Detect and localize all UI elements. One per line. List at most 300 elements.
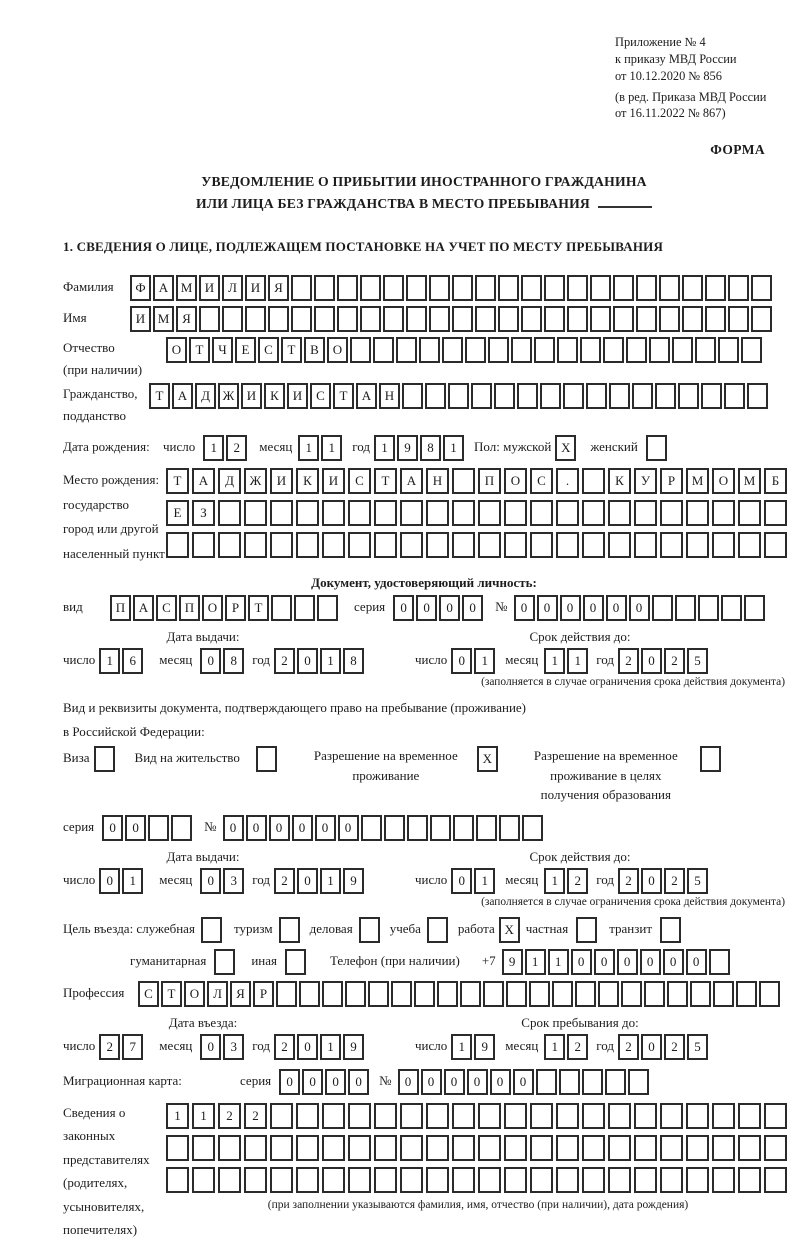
- char-cell[interactable]: [322, 1167, 345, 1193]
- char-cell[interactable]: 0: [125, 815, 146, 841]
- char-cell[interactable]: [391, 981, 412, 1007]
- char-cell[interactable]: 1: [320, 1034, 341, 1060]
- char-cell[interactable]: 0: [641, 648, 662, 674]
- char-cell[interactable]: 8: [343, 648, 364, 674]
- char-cell[interactable]: М: [686, 468, 709, 494]
- char-cell[interactable]: И: [245, 275, 266, 301]
- char-cell[interactable]: 1: [203, 435, 224, 461]
- char-cell[interactable]: [608, 1135, 631, 1161]
- char-cell[interactable]: 0: [297, 648, 318, 674]
- char-cell[interactable]: [499, 815, 520, 841]
- char-cell[interactable]: 0: [514, 595, 535, 621]
- char-cell[interactable]: [655, 383, 676, 409]
- char-cell[interactable]: [700, 746, 721, 772]
- char-cell[interactable]: 0: [663, 949, 684, 975]
- char-cell[interactable]: 2: [567, 1034, 588, 1060]
- purpose-gumanitarnaya-checkbox[interactable]: [214, 949, 237, 975]
- char-cell[interactable]: [94, 746, 115, 772]
- char-cell[interactable]: [350, 337, 371, 363]
- char-cell[interactable]: [686, 1103, 709, 1129]
- char-cell[interactable]: [504, 1167, 527, 1193]
- char-cell[interactable]: [218, 532, 241, 558]
- profession-cells[interactable]: [138, 981, 782, 1007]
- char-cell[interactable]: [322, 500, 345, 526]
- char-cell[interactable]: 1: [544, 868, 565, 894]
- char-cell[interactable]: [675, 595, 696, 621]
- char-cell[interactable]: [218, 1167, 241, 1193]
- char-cell[interactable]: 0: [490, 1069, 511, 1095]
- char-cell[interactable]: [628, 1069, 649, 1095]
- stay-day-cells[interactable]: [451, 1034, 497, 1060]
- char-cell[interactable]: 7: [122, 1034, 143, 1060]
- char-cell[interactable]: [741, 337, 762, 363]
- mc-number-cells[interactable]: [398, 1069, 651, 1095]
- char-cell[interactable]: [698, 595, 719, 621]
- char-cell[interactable]: [476, 815, 497, 841]
- char-cell[interactable]: 0: [686, 949, 707, 975]
- char-cell[interactable]: [576, 917, 597, 943]
- char-cell[interactable]: 0: [246, 815, 267, 841]
- char-cell[interactable]: [540, 383, 561, 409]
- char-cell[interactable]: [256, 746, 277, 772]
- char-cell[interactable]: [465, 337, 486, 363]
- char-cell[interactable]: [751, 275, 772, 301]
- char-cell[interactable]: С: [138, 981, 159, 1007]
- char-cell[interactable]: [374, 532, 397, 558]
- char-cell[interactable]: [580, 337, 601, 363]
- char-cell[interactable]: 1: [192, 1103, 215, 1129]
- char-cell[interactable]: [348, 1167, 371, 1193]
- char-cell[interactable]: [652, 595, 673, 621]
- char-cell[interactable]: [764, 532, 787, 558]
- char-cell[interactable]: 0: [439, 595, 460, 621]
- char-cell[interactable]: 0: [338, 815, 359, 841]
- char-cell[interactable]: 0: [467, 1069, 488, 1095]
- char-cell[interactable]: Л: [207, 981, 228, 1007]
- sex-male-checkbox[interactable]: [555, 435, 578, 461]
- char-cell[interactable]: [567, 306, 588, 332]
- char-cell[interactable]: [728, 306, 749, 332]
- char-cell[interactable]: [426, 1167, 449, 1193]
- char-cell[interactable]: [511, 337, 532, 363]
- char-cell[interactable]: Т: [161, 981, 182, 1007]
- char-cell[interactable]: М: [176, 275, 197, 301]
- char-cell[interactable]: [636, 306, 657, 332]
- char-cell[interactable]: [384, 815, 405, 841]
- char-cell[interactable]: 1: [544, 1034, 565, 1060]
- char-cell[interactable]: М: [738, 468, 761, 494]
- char-cell[interactable]: [613, 275, 634, 301]
- char-cell[interactable]: 0: [617, 949, 638, 975]
- char-cell[interactable]: И: [287, 383, 308, 409]
- char-cell[interactable]: 0: [537, 595, 558, 621]
- char-cell[interactable]: [276, 981, 297, 1007]
- char-cell[interactable]: [590, 306, 611, 332]
- char-cell[interactable]: [279, 917, 300, 943]
- char-cell[interactable]: [452, 1103, 475, 1129]
- char-cell[interactable]: [400, 1135, 423, 1161]
- char-cell[interactable]: [452, 1135, 475, 1161]
- char-cell[interactable]: 0: [462, 595, 483, 621]
- char-cell[interactable]: 0: [315, 815, 336, 841]
- char-cell[interactable]: [359, 917, 380, 943]
- char-cell[interactable]: [759, 981, 780, 1007]
- char-cell[interactable]: [460, 981, 481, 1007]
- char-cell[interactable]: 9: [474, 1034, 495, 1060]
- doc-kind-cells[interactable]: [110, 595, 340, 621]
- stay-year-cells[interactable]: [618, 1034, 710, 1060]
- char-cell[interactable]: [296, 1167, 319, 1193]
- char-cell[interactable]: 9: [343, 1034, 364, 1060]
- char-cell[interactable]: [659, 275, 680, 301]
- char-cell[interactable]: 2: [664, 868, 685, 894]
- char-cell[interactable]: Ч: [212, 337, 233, 363]
- char-cell[interactable]: [738, 1167, 761, 1193]
- char-cell[interactable]: [544, 306, 565, 332]
- char-cell[interactable]: [660, 1167, 683, 1193]
- char-cell[interactable]: 0: [641, 868, 662, 894]
- char-cell[interactable]: [348, 500, 371, 526]
- char-cell[interactable]: Е: [166, 500, 189, 526]
- char-cell[interactable]: [626, 337, 647, 363]
- char-cell[interactable]: [605, 1069, 626, 1095]
- char-cell[interactable]: [166, 532, 189, 558]
- char-cell[interactable]: 0: [421, 1069, 442, 1095]
- char-cell[interactable]: 5: [687, 868, 708, 894]
- char-cell[interactable]: [488, 337, 509, 363]
- char-cell[interactable]: 2: [226, 435, 247, 461]
- char-cell[interactable]: [314, 275, 335, 301]
- char-cell[interactable]: В: [304, 337, 325, 363]
- char-cell[interactable]: [575, 981, 596, 1007]
- char-cell[interactable]: [244, 1135, 267, 1161]
- char-cell[interactable]: [634, 1135, 657, 1161]
- char-cell[interactable]: [556, 500, 579, 526]
- char-cell[interactable]: 2: [618, 868, 639, 894]
- char-cell[interactable]: 0: [560, 595, 581, 621]
- char-cell[interactable]: [712, 1135, 735, 1161]
- char-cell[interactable]: 2: [274, 1034, 295, 1060]
- char-cell[interactable]: [402, 383, 423, 409]
- char-cell[interactable]: [426, 1103, 449, 1129]
- char-cell[interactable]: [296, 1103, 319, 1129]
- char-cell[interactable]: [690, 981, 711, 1007]
- char-cell[interactable]: [291, 275, 312, 301]
- char-cell[interactable]: [738, 532, 761, 558]
- char-cell[interactable]: [504, 500, 527, 526]
- char-cell[interactable]: 1: [298, 435, 319, 461]
- char-cell[interactable]: [530, 1135, 553, 1161]
- char-cell[interactable]: 9: [397, 435, 418, 461]
- char-cell[interactable]: 1: [451, 1034, 472, 1060]
- char-cell[interactable]: [649, 337, 670, 363]
- char-cell[interactable]: [678, 383, 699, 409]
- char-cell[interactable]: X: [477, 746, 498, 772]
- char-cell[interactable]: [427, 917, 448, 943]
- char-cell[interactable]: Т: [374, 468, 397, 494]
- char-cell[interactable]: 1: [321, 435, 342, 461]
- char-cell[interactable]: [271, 595, 292, 621]
- char-cell[interactable]: 1: [166, 1103, 189, 1129]
- char-cell[interactable]: 9: [343, 868, 364, 894]
- birth-year-cells[interactable]: [374, 435, 466, 461]
- char-cell[interactable]: [348, 532, 371, 558]
- char-cell[interactable]: [222, 306, 243, 332]
- char-cell[interactable]: Л: [222, 275, 243, 301]
- entry-year-cells[interactable]: [274, 1034, 366, 1060]
- char-cell[interactable]: [724, 383, 745, 409]
- char-cell[interactable]: [171, 815, 192, 841]
- char-cell[interactable]: [530, 1103, 553, 1129]
- char-cell[interactable]: А: [400, 468, 423, 494]
- char-cell[interactable]: 0: [348, 1069, 369, 1095]
- char-cell[interactable]: [348, 1103, 371, 1129]
- char-cell[interactable]: [582, 1103, 605, 1129]
- char-cell[interactable]: [192, 1135, 215, 1161]
- temp-residence-checkbox[interactable]: [477, 746, 500, 772]
- char-cell[interactable]: Р: [225, 595, 246, 621]
- char-cell[interactable]: [400, 1167, 423, 1193]
- char-cell[interactable]: [426, 532, 449, 558]
- char-cell[interactable]: 1: [474, 648, 495, 674]
- char-cell[interactable]: Я: [176, 306, 197, 332]
- char-cell[interactable]: 1: [122, 868, 143, 894]
- char-cell[interactable]: Ж: [218, 383, 239, 409]
- char-cell[interactable]: [322, 532, 345, 558]
- char-cell[interactable]: [672, 337, 693, 363]
- char-cell[interactable]: [738, 1103, 761, 1129]
- char-cell[interactable]: [728, 275, 749, 301]
- char-cell[interactable]: А: [153, 275, 174, 301]
- char-cell[interactable]: 0: [325, 1069, 346, 1095]
- char-cell[interactable]: [494, 383, 515, 409]
- char-cell[interactable]: [430, 815, 451, 841]
- citizenship-cells[interactable]: [149, 383, 770, 409]
- char-cell[interactable]: [709, 949, 730, 975]
- char-cell[interactable]: С: [310, 383, 331, 409]
- char-cell[interactable]: [448, 383, 469, 409]
- char-cell[interactable]: [244, 1167, 267, 1193]
- char-cell[interactable]: С: [530, 468, 553, 494]
- char-cell[interactable]: [686, 500, 709, 526]
- char-cell[interactable]: 0: [102, 815, 123, 841]
- char-cell[interactable]: 0: [640, 949, 661, 975]
- char-cell[interactable]: [314, 306, 335, 332]
- char-cell[interactable]: [214, 949, 235, 975]
- char-cell[interactable]: [475, 275, 496, 301]
- purpose-sluzhebnaya-checkbox[interactable]: [201, 917, 224, 943]
- char-cell[interactable]: 0: [297, 1034, 318, 1060]
- char-cell[interactable]: [244, 532, 267, 558]
- char-cell[interactable]: .: [556, 468, 579, 494]
- char-cell[interactable]: 0: [398, 1069, 419, 1095]
- char-cell[interactable]: [582, 468, 605, 494]
- char-cell[interactable]: [718, 337, 739, 363]
- char-cell[interactable]: [361, 815, 382, 841]
- purpose-delovaya-checkbox[interactable]: [359, 917, 382, 943]
- char-cell[interactable]: [747, 383, 768, 409]
- char-cell[interactable]: У: [634, 468, 657, 494]
- char-cell[interactable]: 0: [279, 1069, 300, 1095]
- char-cell[interactable]: [201, 917, 222, 943]
- char-cell[interactable]: [705, 275, 726, 301]
- char-cell[interactable]: Ж: [244, 468, 267, 494]
- char-cell[interactable]: [660, 500, 683, 526]
- char-cell[interactable]: [452, 275, 473, 301]
- char-cell[interactable]: [426, 500, 449, 526]
- char-cell[interactable]: [374, 1103, 397, 1129]
- char-cell[interactable]: [744, 595, 765, 621]
- char-cell[interactable]: 0: [302, 1069, 323, 1095]
- char-cell[interactable]: [634, 1103, 657, 1129]
- doc-issue-year-cells[interactable]: [274, 648, 366, 674]
- char-cell[interactable]: [582, 1167, 605, 1193]
- char-cell[interactable]: [682, 306, 703, 332]
- char-cell[interactable]: [192, 532, 215, 558]
- char-cell[interactable]: О: [166, 337, 187, 363]
- char-cell[interactable]: 0: [571, 949, 592, 975]
- stay-month-cells[interactable]: [544, 1034, 590, 1060]
- char-cell[interactable]: [712, 500, 735, 526]
- char-cell[interactable]: Т: [333, 383, 354, 409]
- res-series-cells[interactable]: [102, 815, 194, 841]
- char-cell[interactable]: И: [241, 383, 262, 409]
- char-cell[interactable]: [285, 949, 306, 975]
- char-cell[interactable]: [478, 500, 501, 526]
- char-cell[interactable]: 0: [416, 595, 437, 621]
- char-cell[interactable]: И: [130, 306, 151, 332]
- char-cell[interactable]: [552, 981, 573, 1007]
- doc-issue-month-cells[interactable]: [200, 648, 246, 674]
- char-cell[interactable]: Т: [248, 595, 269, 621]
- char-cell[interactable]: [322, 1135, 345, 1161]
- char-cell[interactable]: [686, 1135, 709, 1161]
- res-expiry-day-cells[interactable]: [451, 868, 497, 894]
- char-cell[interactable]: 0: [200, 868, 221, 894]
- purpose-chastnaya-checkbox[interactable]: [576, 917, 599, 943]
- char-cell[interactable]: Н: [426, 468, 449, 494]
- char-cell[interactable]: [294, 595, 315, 621]
- char-cell[interactable]: [522, 815, 543, 841]
- char-cell[interactable]: [636, 275, 657, 301]
- char-cell[interactable]: [504, 1135, 527, 1161]
- char-cell[interactable]: 0: [292, 815, 313, 841]
- char-cell[interactable]: 0: [513, 1069, 534, 1095]
- char-cell[interactable]: С: [258, 337, 279, 363]
- birth-place-cells-row1[interactable]: [166, 468, 790, 494]
- char-cell[interactable]: Я: [268, 275, 289, 301]
- char-cell[interactable]: [452, 306, 473, 332]
- temp-residence-edu-checkbox[interactable]: [700, 746, 723, 772]
- char-cell[interactable]: 2: [99, 1034, 120, 1060]
- char-cell[interactable]: Я: [230, 981, 251, 1007]
- char-cell[interactable]: [721, 595, 742, 621]
- birth-place-cells-row3[interactable]: [166, 532, 790, 558]
- char-cell[interactable]: [556, 1135, 579, 1161]
- char-cell[interactable]: [166, 1167, 189, 1193]
- char-cell[interactable]: [414, 981, 435, 1007]
- char-cell[interactable]: 5: [687, 648, 708, 674]
- char-cell[interactable]: [764, 1103, 787, 1129]
- legal-reps-cells-row3[interactable]: [166, 1167, 790, 1193]
- char-cell[interactable]: Т: [166, 468, 189, 494]
- char-cell[interactable]: Н: [379, 383, 400, 409]
- char-cell[interactable]: [530, 1167, 553, 1193]
- char-cell[interactable]: [218, 500, 241, 526]
- char-cell[interactable]: 8: [420, 435, 441, 461]
- char-cell[interactable]: [452, 1167, 475, 1193]
- char-cell[interactable]: 0: [444, 1069, 465, 1095]
- char-cell[interactable]: [498, 275, 519, 301]
- char-cell[interactable]: 1: [544, 648, 565, 674]
- char-cell[interactable]: [712, 532, 735, 558]
- char-cell[interactable]: [667, 981, 688, 1007]
- char-cell[interactable]: Т: [189, 337, 210, 363]
- char-cell[interactable]: [396, 337, 417, 363]
- char-cell[interactable]: 0: [393, 595, 414, 621]
- res-expiry-month-cells[interactable]: [544, 868, 590, 894]
- doc-expiry-day-cells[interactable]: [451, 648, 497, 674]
- char-cell[interactable]: П: [110, 595, 131, 621]
- char-cell[interactable]: [712, 1167, 735, 1193]
- surname-cells[interactable]: [130, 275, 774, 301]
- char-cell[interactable]: [452, 532, 475, 558]
- char-cell[interactable]: [453, 815, 474, 841]
- char-cell[interactable]: 1: [548, 949, 569, 975]
- name-cells[interactable]: [130, 306, 774, 332]
- char-cell[interactable]: [426, 1135, 449, 1161]
- char-cell[interactable]: [682, 275, 703, 301]
- char-cell[interactable]: 0: [594, 949, 615, 975]
- char-cell[interactable]: [695, 337, 716, 363]
- char-cell[interactable]: С: [348, 468, 371, 494]
- patronymic-cells[interactable]: [166, 337, 764, 363]
- sex-female-checkbox[interactable]: [646, 435, 669, 461]
- birth-place-cells-row2[interactable]: [166, 500, 790, 526]
- char-cell[interactable]: [400, 532, 423, 558]
- char-cell[interactable]: [557, 337, 578, 363]
- char-cell[interactable]: [582, 1069, 603, 1095]
- char-cell[interactable]: 0: [200, 1034, 221, 1060]
- char-cell[interactable]: [478, 1135, 501, 1161]
- char-cell[interactable]: [634, 1167, 657, 1193]
- char-cell[interactable]: М: [153, 306, 174, 332]
- char-cell[interactable]: [345, 981, 366, 1007]
- char-cell[interactable]: [686, 1167, 709, 1193]
- char-cell[interactable]: Т: [149, 383, 170, 409]
- char-cell[interactable]: [374, 1135, 397, 1161]
- char-cell[interactable]: 1: [525, 949, 546, 975]
- char-cell[interactable]: [738, 500, 761, 526]
- char-cell[interactable]: О: [202, 595, 223, 621]
- char-cell[interactable]: С: [156, 595, 177, 621]
- char-cell[interactable]: [337, 306, 358, 332]
- res-issue-month-cells[interactable]: [200, 868, 246, 894]
- char-cell[interactable]: [603, 337, 624, 363]
- char-cell[interactable]: [660, 532, 683, 558]
- char-cell[interactable]: [764, 1135, 787, 1161]
- char-cell[interactable]: [374, 1167, 397, 1193]
- char-cell[interactable]: [383, 275, 404, 301]
- char-cell[interactable]: [530, 532, 553, 558]
- char-cell[interactable]: [317, 595, 338, 621]
- char-cell[interactable]: 0: [629, 595, 650, 621]
- phone-cells[interactable]: [502, 949, 732, 975]
- char-cell[interactable]: [521, 306, 542, 332]
- char-cell[interactable]: А: [356, 383, 377, 409]
- char-cell[interactable]: [270, 500, 293, 526]
- char-cell[interactable]: О: [184, 981, 205, 1007]
